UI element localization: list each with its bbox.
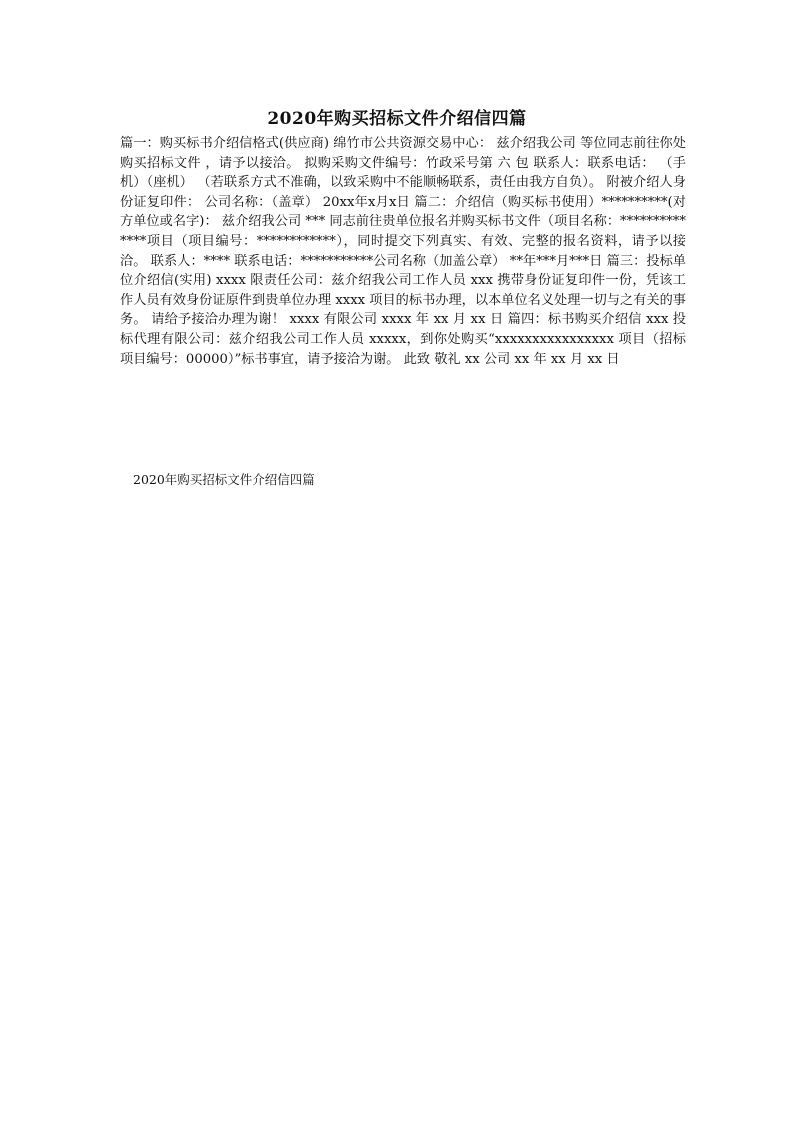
document-title: 2020年购买招标文件介绍信四篇 <box>267 109 527 129</box>
document-footer-text: 2020年购买招标文件介绍信四篇 <box>133 472 315 487</box>
document-body-text: 篇一：购买标书介绍信格式(供应商) 绵竹市公共资源交易中心： 兹介绍我公司 等位同志前往你处 购买招标文件 ，请予以接洽。 拟购采购文件编号：竹政采号第 六 包 联系人：联系电话： （手机）（座机） （若联系方式不准确，以致采购中不能顺畅联系，责任由我方自负）。 附被介绍人身份证复印件： 公司名称：（盖章） 20xx年x月x日 篇二：介绍信（购买标书使用）**********(对方单位或名字)： 兹介绍我公司 *** 同志前往贵单位报名并购买标书文件（项目名称：**************项目（项目编号：************），同时提交下列真实、有效、完整的报名资料，请予以接洽。 联系人：**** 联系电话：***********公司名称（加盖公章） **年***月***日 篇三：投标单位介绍信(实用) xxxx 限责任公司：兹介绍我公司工作人员 xxx 携带身份证复印件一份，凭该工作人员有效身份证原件到贵单位办理 xxxx 项目的标书办理，以本单位名义处理一切与之有关的事务。 请给予接洽办理为谢！ xxxx 有限公司 xxxx 年 xx 月 xx 日 篇四：标书购买介绍信 xxx 投标代理有限公司：兹介绍我公司工作人员 xxxxx，到你处购买“xxxxxxxxxxxxxxxx 项目（招标项目编号：00000）”标书事宜，请予接洽为谢。 此致 敬礼 xx 公司 xx 年 xx 月 xx 日 <box>120 136 686 367</box>
